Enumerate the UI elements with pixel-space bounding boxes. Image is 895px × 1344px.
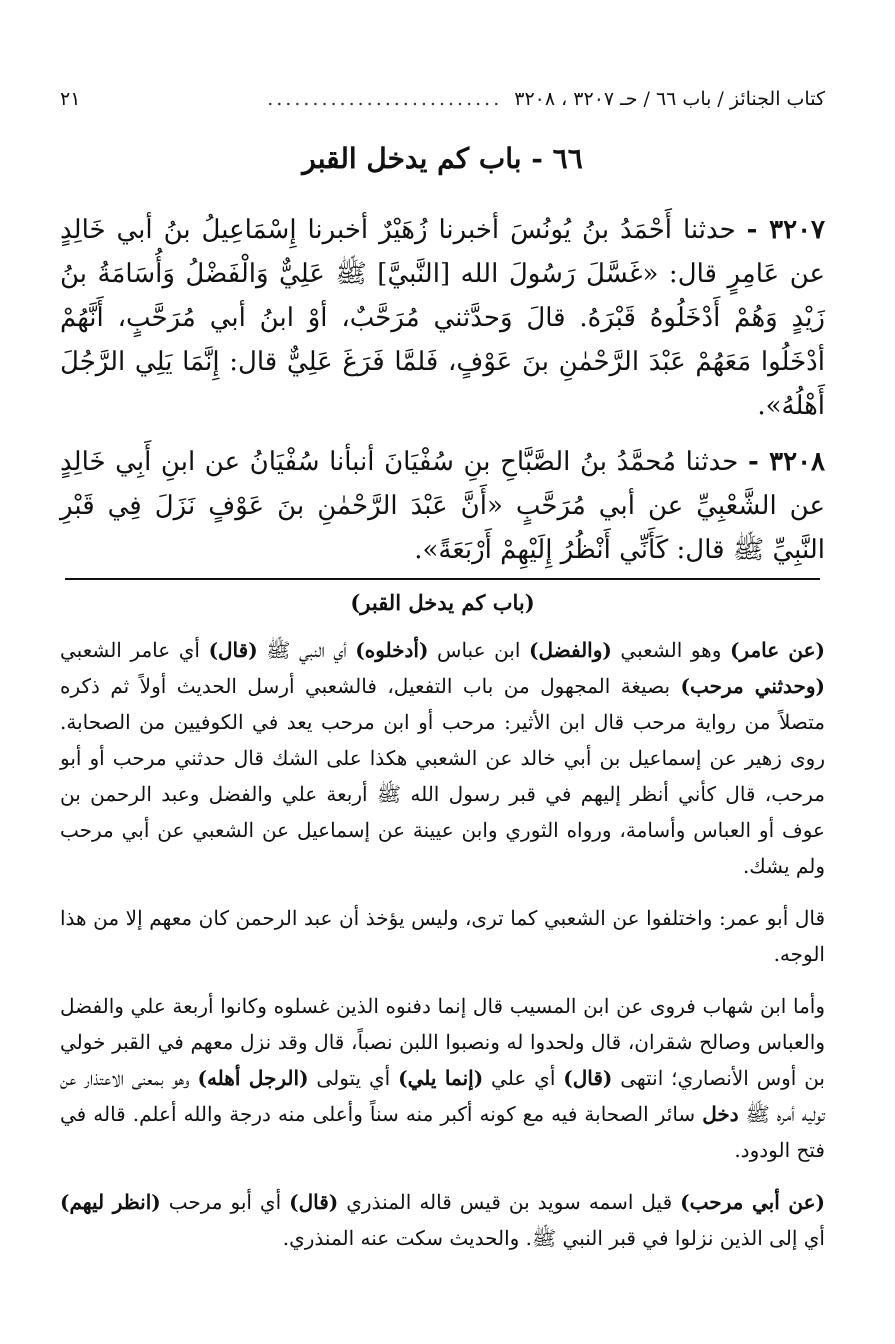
commentary-text: قيل اسمه سويد بن قيس قاله المنذري bbox=[338, 1190, 681, 1214]
bold-term: (قال) bbox=[563, 1066, 613, 1090]
header-title: كتاب الجنائز / باب ٦٦ / حـ ٣٢٠٧ ، ٣٢٠٨ bbox=[514, 88, 825, 110]
hadith-body: حدثنا أَحْمَدُ بنُ يُونُسَ أخبرنا زُهَيْرٌ أخبرنا إِسْمَاعِيلُ بنُ أبي خَالِدٍ عن عَامِرٍ قال: «غَسَّلَ رَسُولَ الله [النَّبيَّ] ﷺ عَلِيٌّ وَالْفَضْلُ وَأُسَامَةُ بنُ زَيْدٍ وَهُمْ أَدْخَلُوهُ قَبْرَهُ. قالَ وَحدَّثني مُرَحَّبٌ، أوْ ابنُ أبي مُرَحَّبٍ، أَنَّهُمْ أدْخَلُوا مَعَهُمْ عَبْدَ الرَّحْمٰنِ بنَ عَوْفٍ، فَلمَّا فَرَغَ عَلِيٌّ قال: إِنَّمَا يَلِي الرَّجُلَ أَهْلُهُ». bbox=[60, 215, 825, 421]
chapter-title: ٦٦ - باب كم يدخل القبر bbox=[302, 142, 583, 175]
commentary-paragraph: قال أبو عمر: واختلفوا عن الشعبي كما ترى، وليس يؤخذ أن عبد الرحمن كان معهم إلا من هذا الوجه. bbox=[60, 906, 826, 966]
commentary-text: أي إلى الذين نزلوا في قبر النبي ﷺ. والحديث سكت عنه المنذري. bbox=[282, 1226, 825, 1250]
commentary-text: أي عامر الشعبي bbox=[60, 638, 209, 662]
commentary-text: وهو الشعبي bbox=[611, 638, 730, 662]
bold-term: (والفضل) bbox=[529, 638, 612, 662]
commentary-paragraph bbox=[60, 1184, 825, 1256]
bold-term: (عن عامر) bbox=[729, 638, 825, 662]
bold-term: (الرجل أهله) bbox=[197, 1066, 309, 1090]
page-number: ٢١ bbox=[60, 88, 81, 110]
bold-term: (قال) bbox=[208, 638, 258, 662]
bold-term: (انظر ليهم) bbox=[60, 1190, 161, 1214]
running-header bbox=[60, 88, 825, 122]
commentary-text: ابن عباس bbox=[428, 638, 529, 662]
hadith-number: ٣٢٠٨ - bbox=[747, 447, 825, 477]
hadith-text-block bbox=[60, 208, 825, 584]
header-dots: .......................... bbox=[267, 88, 503, 110]
commentary-text: سائر الصحابة فيه مع كونه أكبر منه سناً وأعلى منه درجة والله أعلم. قاله في فتح الودود. bbox=[60, 1102, 825, 1162]
bold-term: دخل bbox=[702, 1102, 739, 1126]
commentary-paragraph bbox=[60, 632, 825, 884]
bold-term: (أدخلوه) bbox=[355, 638, 429, 662]
bold-term: (وحدثني مرحب) bbox=[680, 674, 825, 698]
bold-term: (إنما يلي) bbox=[398, 1066, 484, 1090]
commentary-text: بصيغة المجهول من باب التفعيل، فالشعبي أرسل الحديث أولاً ثم ذكره متصلاً من رواية مرحب قال ابن الأثير: مرحب أو ابن مرحب يعد في الكوفيين من الصحابة. روى زهير عن إسماعيل بن أبي خالد عن الشعبي هكذا على الشك قال حدثني مرحب أو أبو مرحب، قال كأني أنظر إليهم في قبر رسول الله ﷺ أربعة علي والفضل وعبد الرحمن بن عوف أو العباس وأسامة، ورواه الثوري وابن عيينة عن إسماعيل عن الشعبي عن أبي مرحب ولم يشك. bbox=[60, 674, 825, 878]
commentary-text: أي علي bbox=[483, 1066, 564, 1090]
section-divider bbox=[65, 578, 820, 580]
bold-term: (عن أبي مرحب) bbox=[680, 1190, 825, 1214]
commentary-text: أي أبو مرحب bbox=[160, 1190, 290, 1214]
hadith-3207 bbox=[60, 208, 825, 428]
commentary-text: وأما ابن شهاب فروى عن ابن المسيب قال إنما دفنوه الذين غسلوه وكانوا أربعة علي والفضل والعباس وصالح شقران، قال ولحدوا له ونصبوا اللبن نصباً، قال وقد نزل معهم في القبر خولي بن أوس الأنصاري؛ انتهى bbox=[60, 994, 826, 1090]
commentary-text: أي يتولى bbox=[308, 1066, 399, 1090]
commentary-text: وهو بمعنى الاعتذار عن توليه أمره ﷺ bbox=[60, 1066, 826, 1126]
commentary-title: (باب كم يدخل القبر) bbox=[350, 590, 535, 615]
book-page bbox=[60, 0, 825, 1344]
commentary-paragraph bbox=[60, 988, 825, 1168]
commentary-text: أي النبي ﷺ bbox=[257, 638, 356, 662]
hadith-3208 bbox=[60, 440, 825, 572]
bold-term: (قال) bbox=[289, 1190, 339, 1214]
hadith-body: حدثنا مُحمَّدُ بنُ الصَّبَّاحِ بنِ سُفْيَانَ أنبأنا سُفْيَانُ عن ابنِ أَبِي خَالِدٍ عن الشَّعْبِيِّ عن أبي مُرَحَّبٍ «أَنَّ عَبْدَ الرَّحْمٰنِ بنَ عَوْفٍ نَزَلَ فِي قَبْرِ النَّبِيِّ ﷺ قال: كَأَنِّي أَنْظُرُ إِلَيْهِمْ أَرْبَعَةً». bbox=[60, 447, 825, 565]
commentary-block bbox=[60, 632, 825, 1272]
hadith-number: ٣٢٠٧ - bbox=[746, 215, 826, 245]
